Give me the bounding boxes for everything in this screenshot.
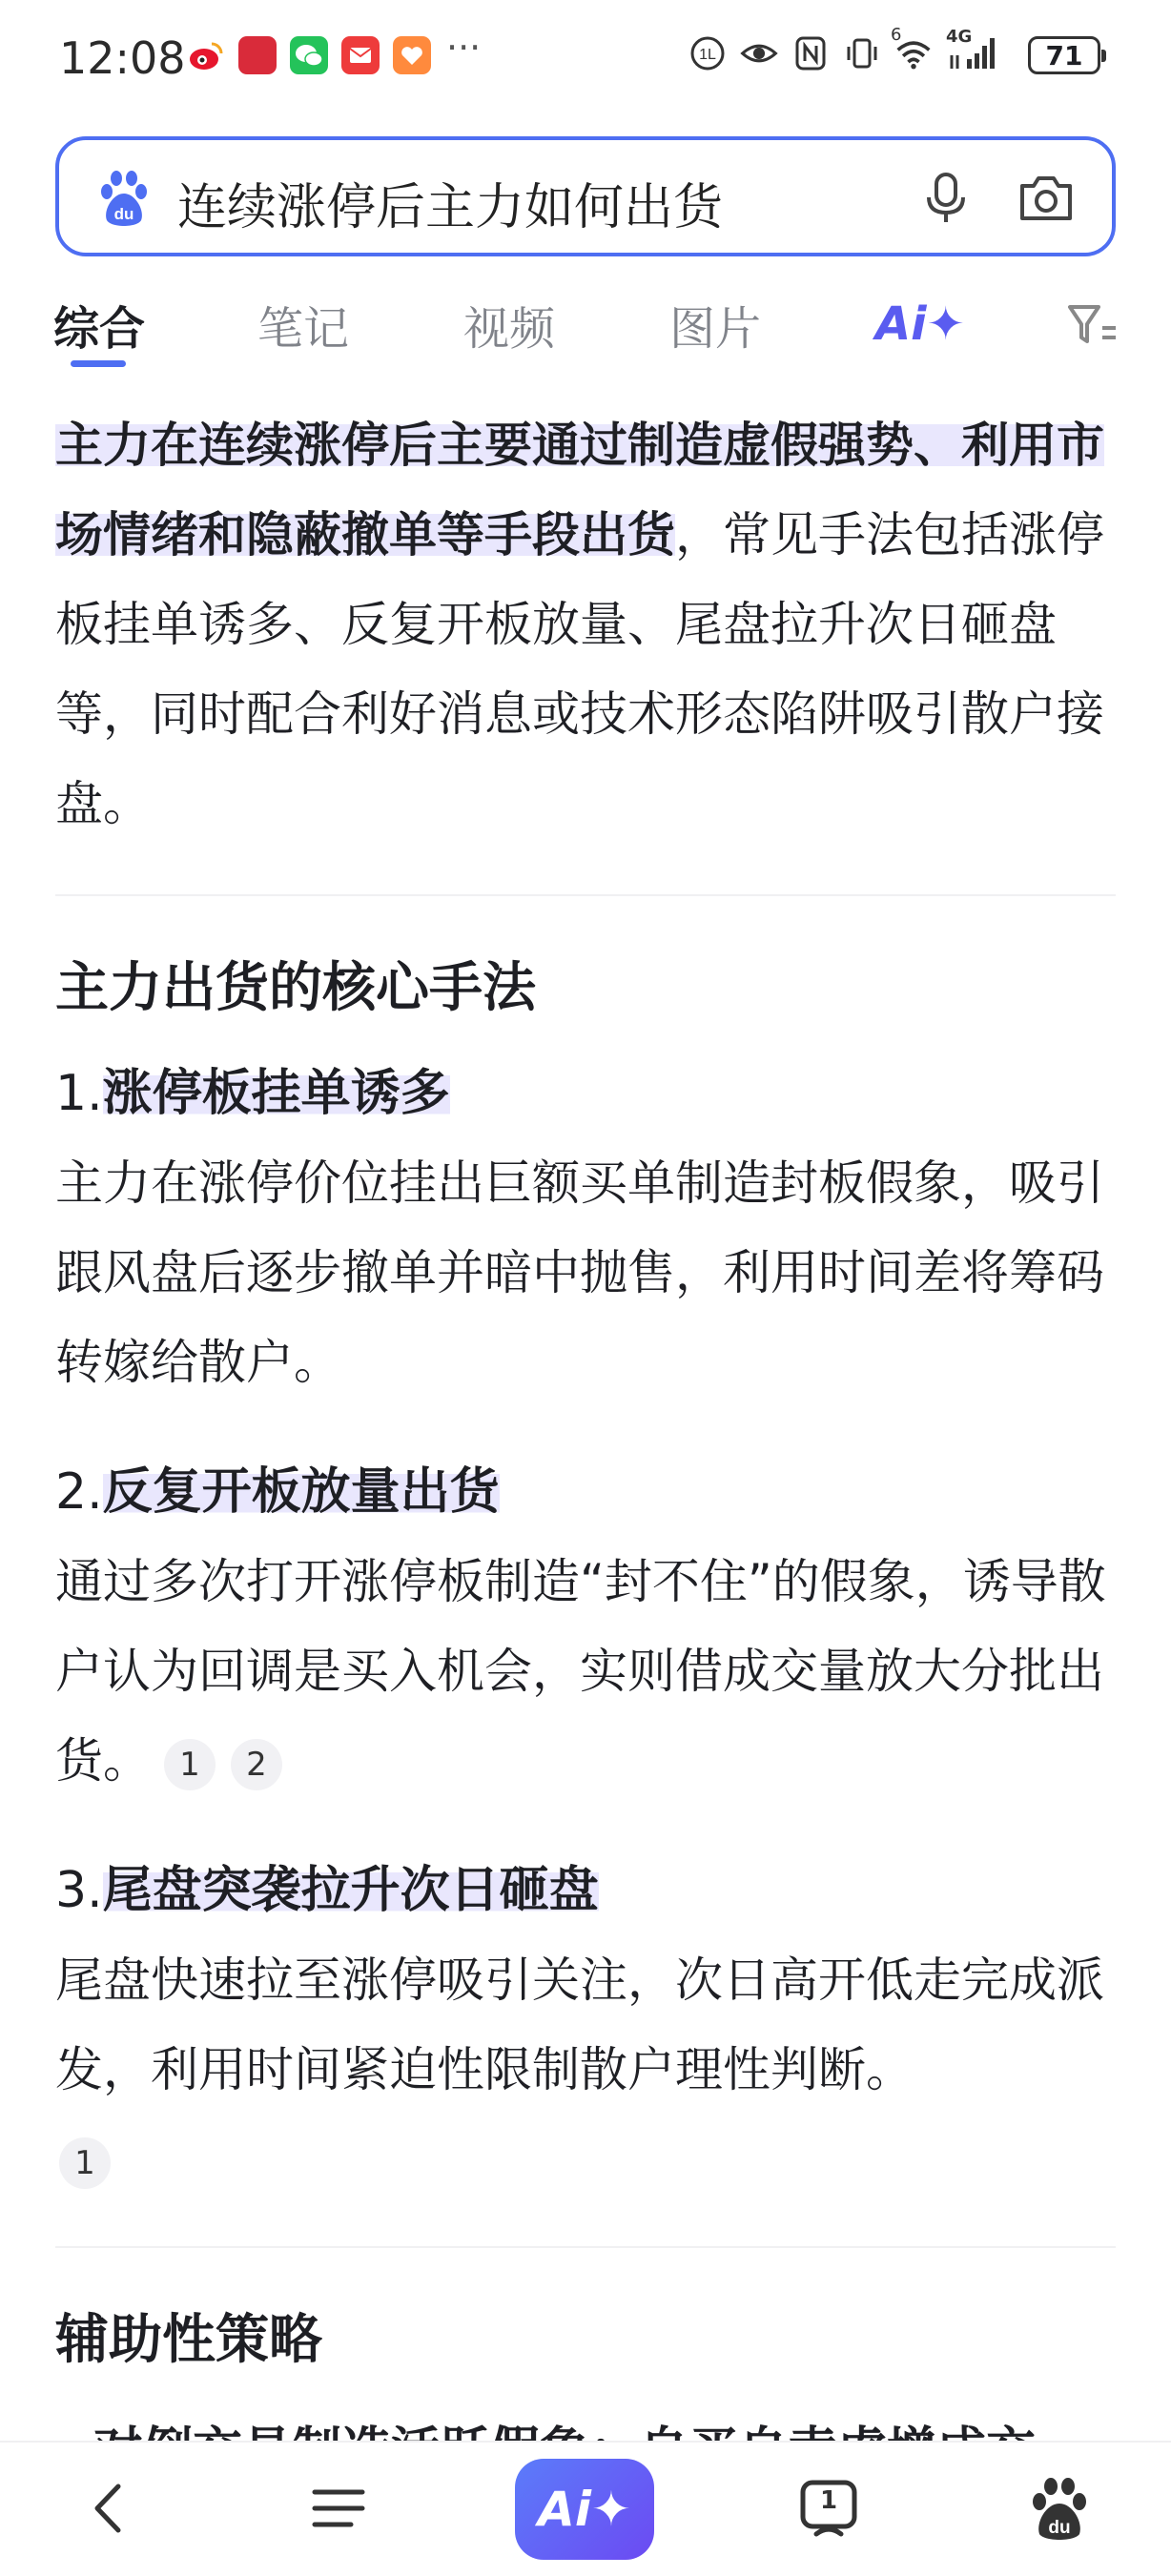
mail-icon	[341, 36, 380, 74]
tab-all[interactable]: 综合	[53, 302, 146, 356]
item-title-text: 涨停板挂单诱多	[102, 1065, 450, 1122]
microphone-icon[interactable]	[917, 169, 975, 228]
tab-videos[interactable]: 视频	[463, 302, 556, 356]
citation-badge[interactable]: 1	[164, 1739, 216, 1790]
item-title	[55, 1447, 1116, 1537]
baidu-home-icon[interactable]	[1026, 2475, 1093, 2542]
list-item	[55, 1447, 1116, 1806]
back-icon[interactable]	[76, 2475, 143, 2542]
tabs-count: 1	[819, 2486, 838, 2515]
search-tabs	[0, 282, 1171, 378]
menu-icon[interactable]	[305, 2475, 372, 2542]
svg-text:du: du	[1048, 2518, 1071, 2538]
item-number: 2.	[55, 1463, 103, 1521]
section-heading: 主力出货的核心手法	[55, 957, 536, 1019]
summary-highlight: 主力在连续涨停后主要通过制造虚假强势、利用市场情绪和隐蔽撤单等手段出货	[55, 418, 1104, 562]
divider	[55, 2246, 1116, 2248]
item-body	[55, 1537, 1116, 1806]
tabs-icon[interactable]	[795, 2475, 862, 2542]
item-number: 3.	[55, 1862, 103, 1919]
item-body-text: 通过多次打开涨停板制造“封不住”的假象，诱导散户认为回调是买入机会，实则借成交量放大分批出货。	[55, 1554, 1106, 1789]
svg-text:1L: 1L	[699, 47, 716, 63]
tab-ai[interactable]: Ai✦	[875, 297, 965, 351]
camera-icon[interactable]	[1015, 169, 1078, 228]
status-time: 12:08	[59, 32, 186, 84]
nfc-icon	[791, 34, 830, 72]
filter-icon[interactable]	[1066, 299, 1118, 351]
bottom-navigation	[0, 2441, 1171, 2576]
summary-rest: ，常见手法包括涨停板挂单诱多、反复开板放量、尾盘拉升次日砸盘等，同时配合利好消息或技术形态陷阱吸引散户接盘。	[55, 507, 1104, 831]
item-title-text: 反复开板放量出货	[102, 1463, 500, 1521]
active-tab-indicator	[71, 360, 126, 367]
item-title	[55, 1049, 1116, 1138]
divider	[55, 894, 1116, 896]
baidu-logo-icon	[95, 169, 153, 228]
tab-notes[interactable]: 笔记	[257, 302, 350, 356]
ai-assistant-button[interactable]: Ai✦	[515, 2459, 654, 2560]
hd-call-icon	[688, 34, 727, 72]
item-title-text: 尾盘突袭拉升次日砸盘	[102, 1862, 599, 1919]
summary-paragraph	[55, 400, 1116, 848]
search-box[interactable]	[55, 136, 1116, 256]
status-bar	[0, 0, 1171, 114]
battery-level: 71	[1045, 39, 1083, 72]
list-item	[55, 1846, 1116, 2204]
item-number: 1.	[55, 1065, 103, 1122]
list-item	[55, 1049, 1116, 1407]
item-title	[55, 1846, 1116, 1935]
vibrate-icon	[843, 34, 881, 72]
search-input[interactable]: 连续涨停后主力如何出货	[177, 179, 724, 236]
item-body: 主力在涨停价位挂出巨额买单制造封板假象，吸引跟风盘后逐步撤单并暗中抛售，利用时间差将筹码转嫁给散户。	[55, 1155, 1104, 1390]
svg-text:du: du	[113, 205, 134, 223]
item-body	[55, 1935, 1116, 2204]
citation-badge[interactable]: 2	[231, 1739, 282, 1790]
weibo-icon	[187, 36, 225, 74]
eye-comfort-icon	[740, 34, 778, 72]
tab-images[interactable]: 图片	[669, 302, 762, 356]
ai-answer	[55, 400, 1116, 2482]
app-notification-icon	[238, 36, 277, 74]
item-body-text: 尾盘快速拉至涨停吸引关注，次日高开低走完成派发，利用时间紧迫性限制散户理性判断。	[55, 1952, 1104, 2097]
section-heading: 辅助性策略	[55, 2309, 322, 2371]
battery-indicator	[1028, 36, 1100, 74]
network-type: 4G	[946, 27, 973, 47]
wifi-icon	[891, 25, 933, 72]
more-notifications-icon: ···	[446, 27, 482, 69]
citation-badge[interactable]: 1	[59, 2137, 111, 2189]
signal-icon	[946, 27, 999, 72]
sim-badge: 6	[891, 25, 902, 45]
heart-app-icon	[393, 36, 431, 74]
wechat-icon	[290, 36, 328, 74]
